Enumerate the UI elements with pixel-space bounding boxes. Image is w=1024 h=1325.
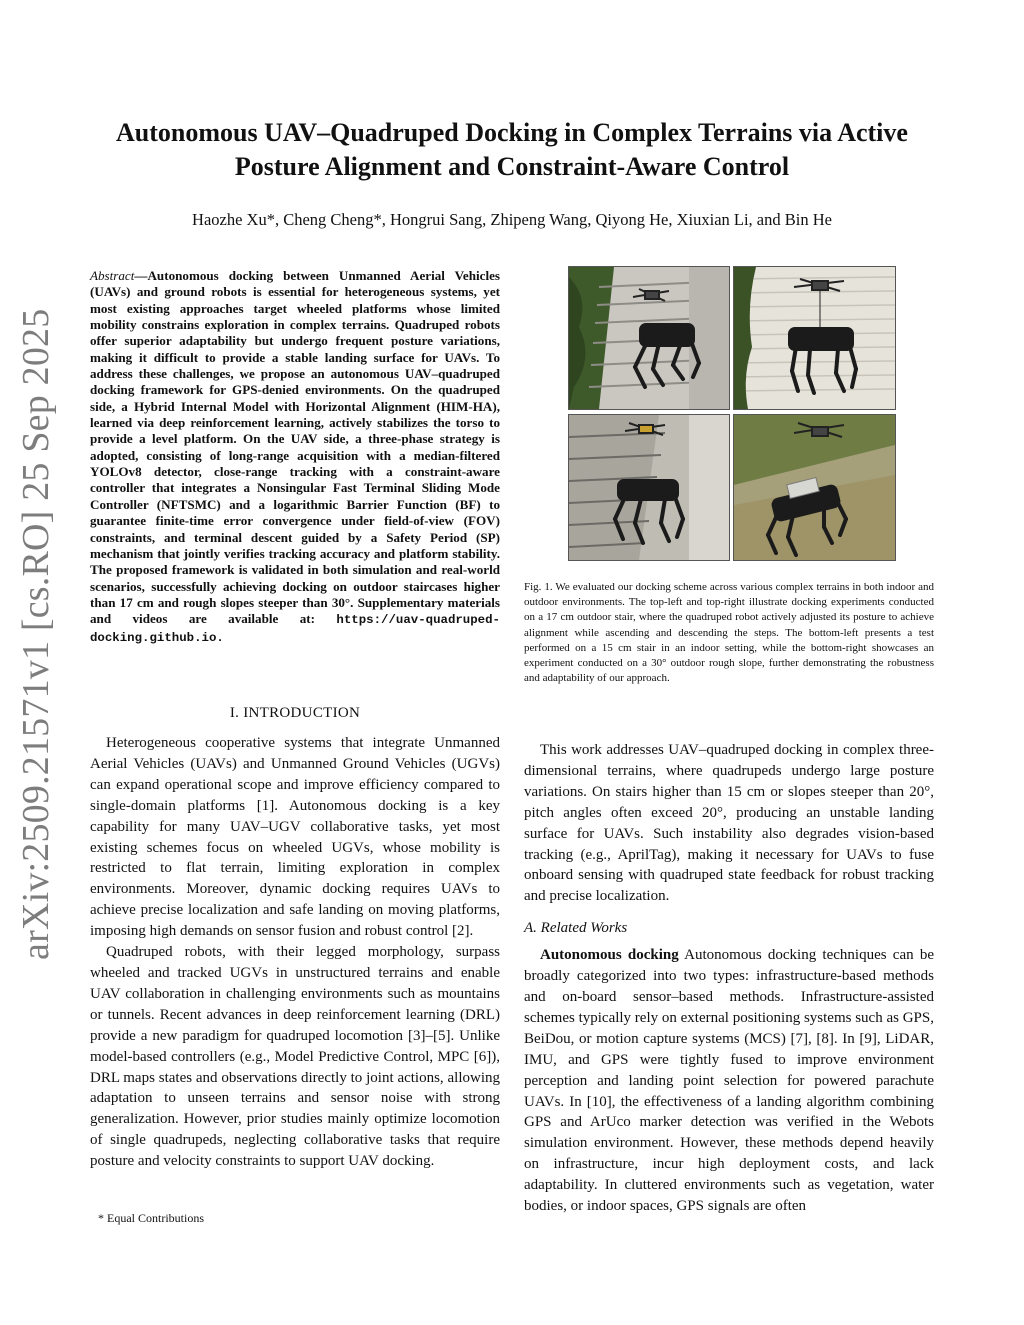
photo-outdoor-slope [733, 414, 896, 561]
left-column-text [90, 733, 500, 1172]
right-column-text [524, 740, 934, 1217]
paragraph-heading-autonomous-docking: Autonomous docking [540, 947, 679, 964]
abstract-body: —Autonomous docking between Unmanned Aerial Vehicles (UAVs) and ground robots is essential for heterogeneous systems, yet most existing approaches target wheeled platforms whose limited mobility constrains exploration in complex terrains. Quadruped robots offer superior adaptability but undergo frequent posture variations, making it difficult to provide a stable landing surface for UAVs. To address these challenges, we propose an autonomous UAV–quadruped docking framework for GPS-denied environments. On the quadruped side, a Hybrid Internal Model with Horizontal Alignment (HIM-HA), learned via deep reinforcement learning, actively stabilizes the torso to provide a level platform. On the UAV side, a three-phase strategy is adopted, consisting of long-range acquisition with a median-filtered YOLOv8 detector, close-range tracking with a constraint-aware controller that integrates a Nonsingular Fast Terminal Sliding Mode Controller (NFTSMC) and a logarithmic Barrier Function (BF) to guarantee finite-time error convergence under field-of-view (FOV) constraints, and terminal descent guided by a Safety Period (SP) mechanism that jointly verifies tracking accuracy and platform stability. The proposed framework is validated in both simulation and real-world scenarios, successfully achieving docking on outdoor staircases higher than 17 cm and rough slopes steeper than 30°. Supplementary materials and videos are available at: [90, 268, 500, 627]
project-url[interactable]: https://uav-quadruped-docking.github.io. [90, 613, 500, 645]
related-works-paragraph [524, 945, 934, 1217]
figure-1-caption: Fig. 1. We evaluated our docking scheme across various complex terrains in both indoor and outdoor environments. The top-left and top-right illustrate docking experiments conducted on a 17 cm outdoor stair, where the quadruped robot actively adjusted its posture to achieve alignment while ascending and descending the steps. The bottom-left presents a test performed on a 15 cm stair in an indoor setting, while the bottom-right showcases an experiment conducted on a 30° outdoor rough slope, further demonstrating the robustness and adaptability of our approach. [524, 581, 934, 685]
title-line-1: Autonomous UAV–Quadruped Docking in Complex Terrains via Active [116, 118, 908, 147]
author-list: Haozhe Xu*, Cheng Cheng*, Hongrui Sang, Zhipeng Wang, Qiyong He, Xiuxian Li, and Bin He [192, 210, 832, 229]
abstract-label: Abstract [90, 268, 135, 283]
abstract [90, 268, 500, 646]
paper-title [60, 116, 964, 184]
section-heading-introduction: I. INTRODUCTION [229, 705, 361, 721]
figure-1-photo-grid [568, 266, 894, 559]
related-works-body: Autonomous docking techniques can be broadly categorized into two types: infrastructure-based methods and on-board sensor–based methods. Infrastructure-assisted schemes typically rely on external positioning systems such as GPS, BeiDou, or motion capture systems (MCS) [7], [8]. In [9], LiDAR, IMU, and GPS were tightly fused to improve environment perception and landing point selection for powered parachute UAVs. In [10], the effectiveness of a landing algorithm combining GPS and ArUco marker detection was verified in the Webots simulation environment. However, these methods depend heavily on infrastructure, incur high deployment costs, and lack adaptability. In cluttered environments such as vegetation, water bodies, or indoor spaces, GPS signals are often [524, 947, 934, 1215]
subsection-related-works: A. Related Works [524, 920, 628, 937]
photo-indoor-stair [568, 414, 730, 561]
arxiv-identifier: arXiv:2509.21571v1 [cs.RO] 25 Sep 2025 [15, 308, 57, 960]
photo-outdoor-stair-ascending [568, 266, 730, 410]
footnote: * Equal Contributions [98, 1211, 204, 1225]
photo-outdoor-stair-descending [733, 266, 896, 410]
title-line-2: Posture Alignment and Constraint-Aware Control [234, 152, 790, 181]
intro-paragraph-2: Quadruped robots, with their legged morphology, surpass wheeled and tracked UGVs in unstructured terrains and enable UAV collaboration in challenging environments such as mountains or tunnels. Recent advances in deep reinforcement learning (DRL) provide a new paradigm for quadruped locomotion [3]–[5]. Unlike model-based controllers (e.g., Model Predictive Control, MPC [6]), DRL maps states and observations directly to joint actions, allowing adaptation to unseen terrains and sensor noise with strong generalization. However, prior studies mainly optimize locomotion of single quadrupeds, neglecting collaborative tasks that require posture and velocity constraints to support UAV docking. [90, 944, 500, 1170]
intro-paragraph-1: Heterogeneous cooperative systems that integrate Unmanned Aerial Vehicles (UAVs) and Unmanned Ground Vehicles (UGVs) can expand operational scope and improve efficiency compared to single-domain platforms [1]. Autonomous docking is a key capability for many UAV–UGV collaborative tasks, yet most existing schemes focus on wheeled UGVs, whose mobility is restricted to flat terrain, limiting exploration in complex environments. Moreover, dynamic docking requires UAVs to achieve precise localization and safe landing on moving platforms, imposing high demands on sensor fusion and robust control [2]. [90, 735, 500, 940]
right-paragraph-1: This work addresses UAV–quadruped docking in complex three-dimensional terrains, where quadrupeds undergo large posture variations. On stairs higher than 15 cm or slopes steeper than 20°, pitch angles often exceed 20°, producing an unstable landing surface for UAVs. Such instability also degrades vision-based tracking (e.g., AprilTag), making it necessary for UAVs to fuse onboard sensing with quadruped state feedback for robust tracking and precise localization. [524, 742, 934, 905]
